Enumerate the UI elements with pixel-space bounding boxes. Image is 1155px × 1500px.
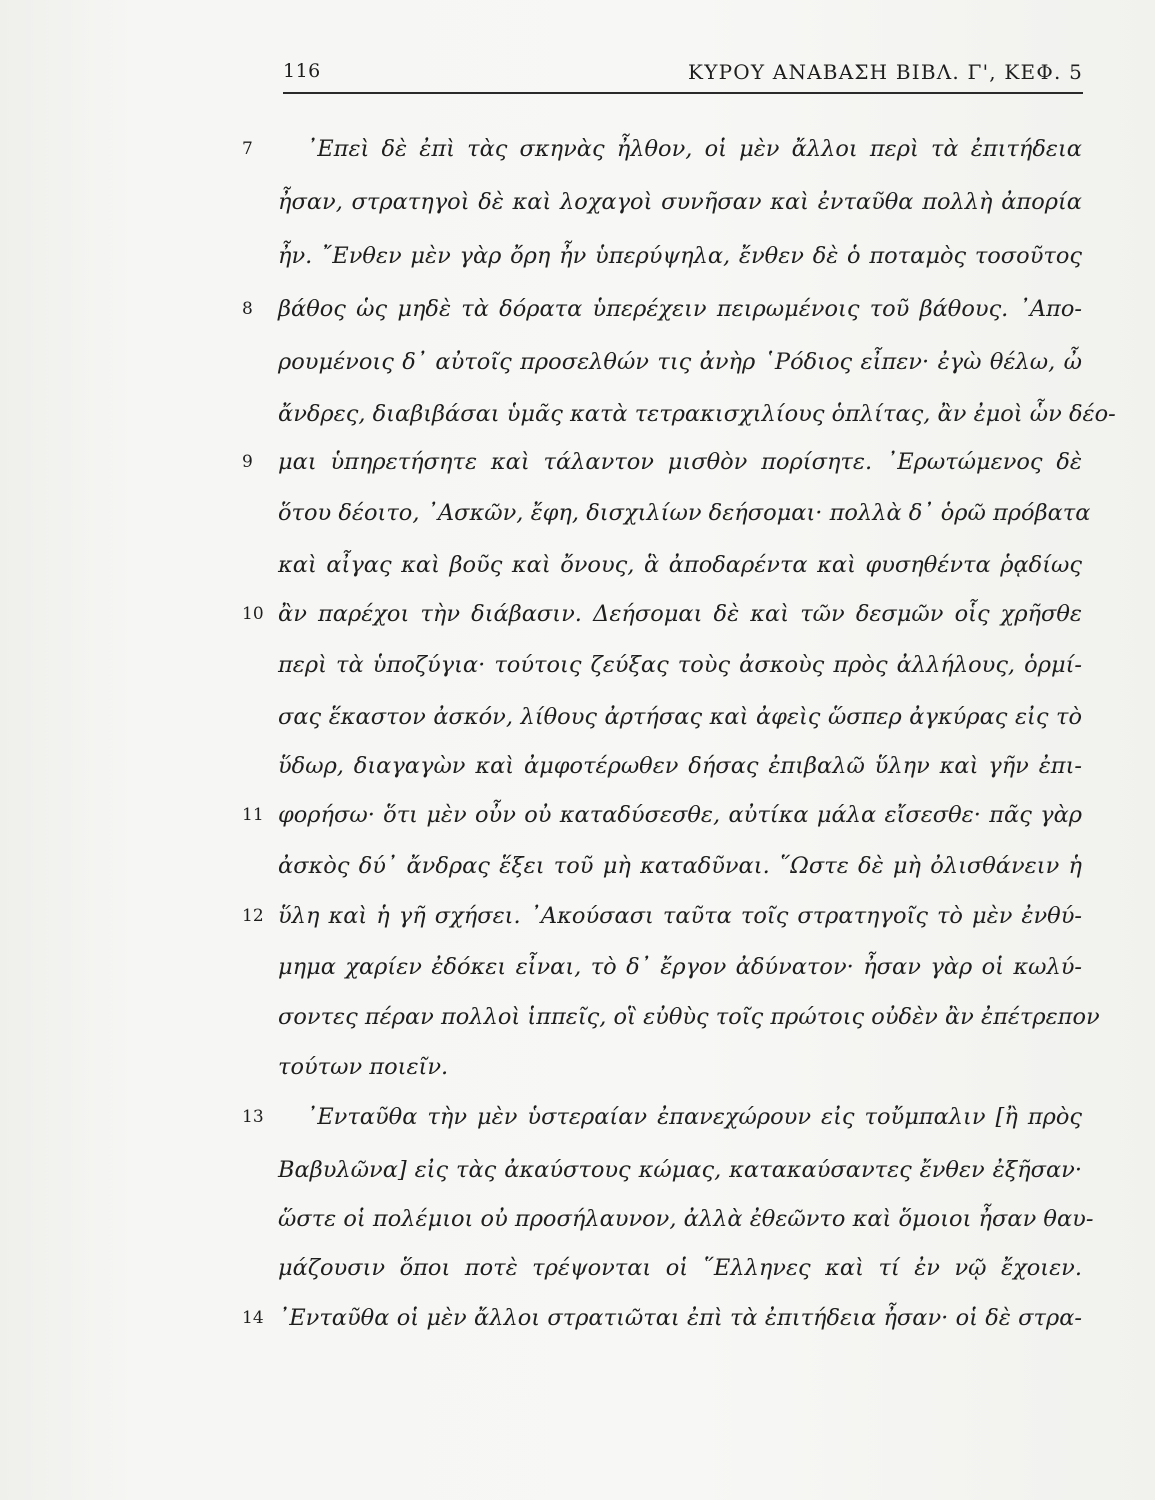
page-header — [283, 58, 1083, 94]
text-line: Βαβυλῶνα] εἰς τὰς ἀκαύστους κώμας, κατακαύσαντες ἔνθεν ἐξῆσαν· — [278, 1157, 1082, 1183]
text-line: ἄνδρες, διαβιβάσαι ὑμᾶς κατὰ τετρακισχιλίους ὁπλίτας, ἂν ἐμοὶ ὧν δέο- — [278, 401, 1116, 427]
text-line: ἦν. ῎Ενθεν μὲν γὰρ ὄρη ἦν ὑπερύψηλα, ἔνθεν δὲ ὁ ποταμὸς τοσοῦτος — [278, 243, 1082, 269]
text-line: ρουμένοις δ᾿ αὐτοῖς προσελθών τις ἀνὴρ ῾Ρόδιος εἶπεν· ἐγὼ θέλω, ὦ — [278, 349, 1082, 375]
text-line: μαι ὑπηρετήσητε καὶ τάλαντον μισθὸν πορίσητε. ᾿Ερωτώμενος δὲ — [278, 449, 1082, 475]
section-number: 8 — [242, 299, 253, 319]
section-number: 13 — [242, 1107, 264, 1127]
text-line: μημα χαρίεν ἐδόκει εἶναι, τὸ δ᾿ ἔργον ἀδύνατον· ἦσαν γὰρ οἱ κωλύ- — [278, 954, 1082, 980]
text-line: περὶ τὰ ὑποζύγια· τούτοις ζεύξας τοὺς ἀσκοὺς πρὸς ἀλλήλους, ὁρμί- — [278, 652, 1082, 678]
text-line: ᾿Επεὶ δὲ ἐπὶ τὰς σκηνὰς ἦλθον, οἱ μὲν ἄλλοι περὶ τὰ ἐπιτήδεια — [306, 136, 1082, 162]
section-number: 11 — [242, 805, 264, 825]
text-line: ᾿Ενταῦθα οἱ μὲν ἄλλοι στρατιῶται ἐπὶ τὰ ἐπιτήδεια ἦσαν· οἱ δὲ στρα- — [278, 1305, 1082, 1331]
text-line: μάζουσιν ὅποι ποτὲ τρέψονται οἱ ῞Ελληνες καὶ τί ἐν νῷ ἔχοιεν. — [278, 1255, 1082, 1281]
text-line: βάθος ὡς μηδὲ τὰ δόρατα ὑπερέχειν πειρωμένοις τοῦ βάθους. ᾿Απο- — [278, 296, 1082, 322]
running-title: ΚΥΡΟΥ ΑΝΑΒΑΣΗ ΒΙΒΛ. Γ', ΚΕΦ. 5 — [688, 60, 1083, 84]
section-number: 7 — [242, 139, 253, 159]
text-line: ᾿Ενταῦθα τὴν μὲν ὑστεραίαν ἐπανεχώρουν εἰς τοὔμπαλιν [ἢ πρὸς — [306, 1104, 1082, 1130]
page-number: 116 — [283, 60, 321, 82]
section-number: 10 — [242, 604, 264, 624]
text-line: τούτων ποιεῖν. — [278, 1054, 449, 1080]
text-line: σας ἕκαστον ἀσκόν, λίθους ἀρτήσας καὶ ἀφεὶς ὥσπερ ἀγκύρας εἰς τὸ — [278, 704, 1082, 730]
text-line: ὥστε οἱ πολέμιοι οὐ προσήλαυνον, ἀλλὰ ἐθεῶντο καὶ ὅμοιοι ἦσαν θαυ- — [278, 1206, 1094, 1232]
text-line: καὶ αἶγας καὶ βοῦς καὶ ὄνους, ἃ ἀποδαρέντα καὶ φυσηθέντα ῥᾳδίως — [278, 552, 1082, 578]
section-number: 14 — [242, 1308, 264, 1328]
text-line: φορήσω· ὅτι μὲν οὖν οὐ καταδύσεσθε, αὐτίκα μάλα εἴσεσθε· πᾶς γὰρ — [278, 802, 1082, 828]
text-line: σοντες πέραν πολλοὶ ἱππεῖς, οἳ εὐθὺς τοῖς πρώτοις οὐδὲν ἂν ἐπέτρεπον — [278, 1004, 1100, 1030]
section-number: 12 — [242, 906, 264, 926]
text-line: ἦσαν, στρατηγοὶ δὲ καὶ λοχαγοὶ συνῆσαν καὶ ἐνταῦθα πολλὴ ἀπορία — [278, 189, 1082, 215]
text-line: ἀσκὸς δύ᾿ ἄνδρας ἕξει τοῦ μὴ καταδῦναι. ῞Ωστε δὲ μὴ ὀλισθάνειν ἡ — [278, 853, 1082, 879]
text-line: ὕλη καὶ ἡ γῆ σχήσει. ᾿Ακούσασι ταῦτα τοῖς στρατηγοῖς τὸ μὲν ἐνθύ- — [278, 903, 1082, 929]
text-line: ἂν παρέχοι τὴν διάβασιν. Δεήσομαι δὲ καὶ τῶν δεσμῶν οἷς χρῆσθε — [278, 601, 1082, 627]
text-line: ὕδωρ, διαγαγὼν καὶ ἀμφοτέρωθεν δήσας ἐπιβαλῶ ὕλην καὶ γῆν ἐπι- — [278, 753, 1082, 779]
text-line: ὅτου δέοιτο, ᾿Ασκῶν, ἔφη, δισχιλίων δεήσομαι· πολλὰ δ᾿ ὁρῶ πρόβατα — [278, 500, 1091, 526]
section-number: 9 — [242, 452, 253, 472]
